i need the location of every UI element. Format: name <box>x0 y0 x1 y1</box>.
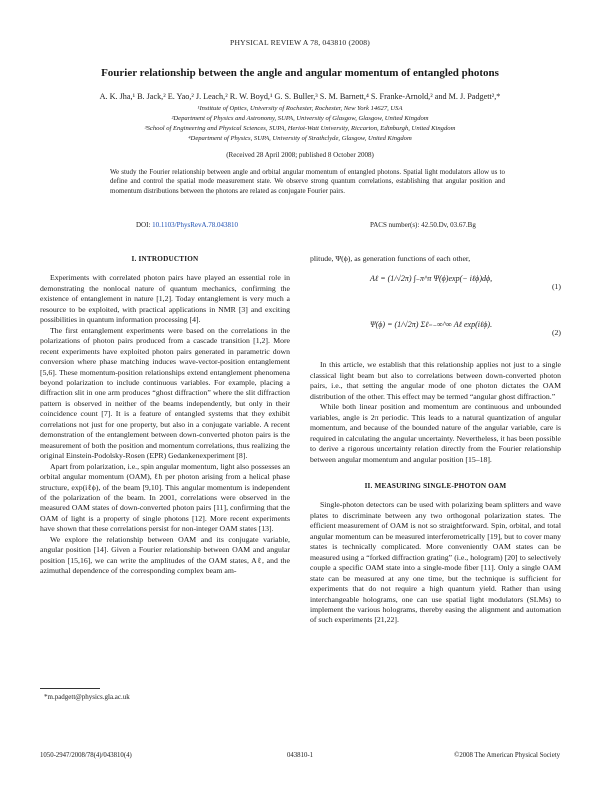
affiliation-3: ³School of Engineering and Physical Sciences, SUPA, Heriot-Watt University, Riccarton, Edinburgh, United Kingdom <box>144 125 456 132</box>
section-heading-introduction: I. INTRODUCTION <box>131 255 199 263</box>
footer-copyright: ©2008 The American Physical Society <box>454 752 560 759</box>
equation-1 <box>310 264 561 310</box>
author-list: A. K. Jha,¹ B. Jack,² E. Yao,² J. Leach,² R. W. Boyd,¹ G. S. Buller,³ S. M. Barnett,⁴ S. Franke-Arnold,² and M. J. Padgett²,* <box>99 92 501 101</box>
affiliation-1: ¹Institute of Optics, University of Rochester, Rochester, New York 14627, USA <box>197 105 403 112</box>
footnote-divider <box>40 688 100 689</box>
right-paragraph-0: plitude, Ψ(ϕ), as generation functions of each other, <box>310 254 471 263</box>
intro-paragraph-4: We explore the relationship between OAM and its conjugate variable, angular position [14]. Given a Fourier relationship between OAM and angular position [15,16], we can write the amplitudes of the OAM states, Aℓ, and the azimuthal dependence of the corresponding complex beam am- <box>40 534 290 576</box>
intro-paragraph-2: The first entanglement experiments were based on the correlations in the polarizations of photon pairs produced from a cascade transition [1,2]. More recent experiments have exploited photon pairs generated in parametric down conversion where phase matching induces wave-vector-position entanglement [5,6]. These momentum-position relationships extend entanglement phenomena beyond polarization to include continuous variables. For example, placing a diffraction slit in one arm produces “ghost diffraction” where the slit diffraction pattern is observed in neither of the beams independently, but only in their coincidence count [7]. It is a feature of entangled systems that they exhibit correlations not just for one property, but also in a conjugate variable. A recent demonstration of the entanglement between down-converted photon pairs is the measurement of both the position and momentum correlations, thus realizing the original Einstein-Podolsky-Rosen (EPR) Gedankenexperiment [8]. <box>40 325 290 461</box>
equation-2-number: (2) <box>551 328 561 338</box>
journal-header: PHYSICAL REVIEW A 78, 043810 (2008) <box>230 38 370 47</box>
affiliation-2: ²Department of Physics and Astronomy, SUPA, University of Glasgow, Glasgow, United Kingdom <box>171 115 429 122</box>
intro-paragraph-1: Experiments with correlated photon pairs have played an essential role in demonstrating the nonlocal nature of quantum mechanics, confirming the existence of entanglement in nature [1,2]. Today entanglement is very much a resource to be exploited, with practical applications in NMR [3] and exciting possibilities in quantum information processing [4]. <box>40 273 290 325</box>
equation-2 <box>310 310 561 360</box>
affiliation-4: ⁴Department of Physics, SUPA, University of Strathclyde, Glasgow, United Kingdom <box>188 135 412 142</box>
received-date: (Received 28 April 2008; published 8 October 2008) <box>226 151 374 159</box>
equation-2-body: Ψ(ϕ) = (1/√2π) Σℓ₌₋∞^∞ Aℓ exp(iℓϕ). <box>370 320 493 330</box>
right-paragraph-2: While both linear position and momentum are continuous and unbounded variables, angle is 2π periodic. This leads to a natural quantization of angular momentum, and because of the bounded nature of the angular variable, care is required in calculating the angular uncertainty. Nevertheless, it has been possible to derive a rigorous uncertainty relation directly from the Fourier relationship between angular momentum and angular position [15–18]. <box>310 402 561 464</box>
left-column <box>40 254 290 577</box>
equation-1-body: Aℓ = (1/√2π) ∫₋π^π Ψ(ϕ)exp(− iℓϕ)dϕ, <box>370 274 493 284</box>
footer-left: 1050-2947/2008/78(4)/043810(4) <box>40 752 132 759</box>
intro-paragraph-3: Apart from polarization, i.e., spin angular momentum, light also possesses an orbital angular momentum (OAM), ℓħ per photon arising from a helical phase structure, exp(iℓϕ), of the beam [9,10]. This angular momentum is independent of the polarization of the beam. In 2001, correlations were observed in the measured OAM states of down-converted photon pairs [11], confirming that the OAM of light is a property of single photons [12]. More recent experiments have shown that these correlations persist for non-integer OAM states [13]. <box>40 461 290 534</box>
equation-1-number: (1) <box>551 282 561 292</box>
doi-label: DOI: <box>136 221 151 229</box>
footnote-email[interactable]: *m.padgett@physics.gla.ac.uk <box>44 693 130 701</box>
footer-page-number: 043810-1 <box>286 752 314 759</box>
paper-title: Fourier relationship between the angle and angular momentum of entangled photons <box>101 67 499 79</box>
right-paragraph-1: In this article, we establish that this relationship applies not just to a single classical light beam but also to correlations between down-converted photon pairs, i.e., that setting the angular mode of one photon dictates the OAM distribution of the other. This effect may be termed “angular ghost diffraction.” <box>310 360 561 401</box>
section2-paragraph-1: Single-photon detectors can be used with polarizing beam splitters and wave plates to discriminate between any two orthogonal polarization states. The efficient measurement of OAM is not so straightforward. Spin, orbital, and total angular momentum can be measured interferometrically [19], but to cover many states is technically complicated. More conveniently OAM states can be measured using a “forked diffraction grating” (i.e., hologram) [20] to selectively couple a specific OAM state into a single-mode fiber [11]. Only a single OAM state can be measured at any one time, but the technique is sufficient for experiments that do not require a high quantum yield. Rather than using interchangeable holograms, one can use spatial light modulators (SLMs) to implement the various holograms, thereby easing the alignment and automation of such experiments [21,22]. <box>310 500 561 625</box>
section-heading-measuring-oam: II. MEASURING SINGLE-PHOTON OAM <box>364 481 507 490</box>
abstract: We study the Fourier relationship between angle and orbital angular momentum of entangled photons. Spatial light modulators allow us to define and control the spatial mode measurement state. We observe strong quantum correlations, establishing that angular position and momentum distributions between the photons are related as conjugate Fourier pairs. <box>110 168 505 195</box>
doi-link[interactable]: 10.1103/PhysRevA.78.043810 <box>152 221 239 229</box>
right-column <box>310 254 561 626</box>
doi-line <box>136 221 238 229</box>
pacs-numbers: PACS number(s): 42.50.Dv, 03.67.Bg <box>370 221 476 229</box>
